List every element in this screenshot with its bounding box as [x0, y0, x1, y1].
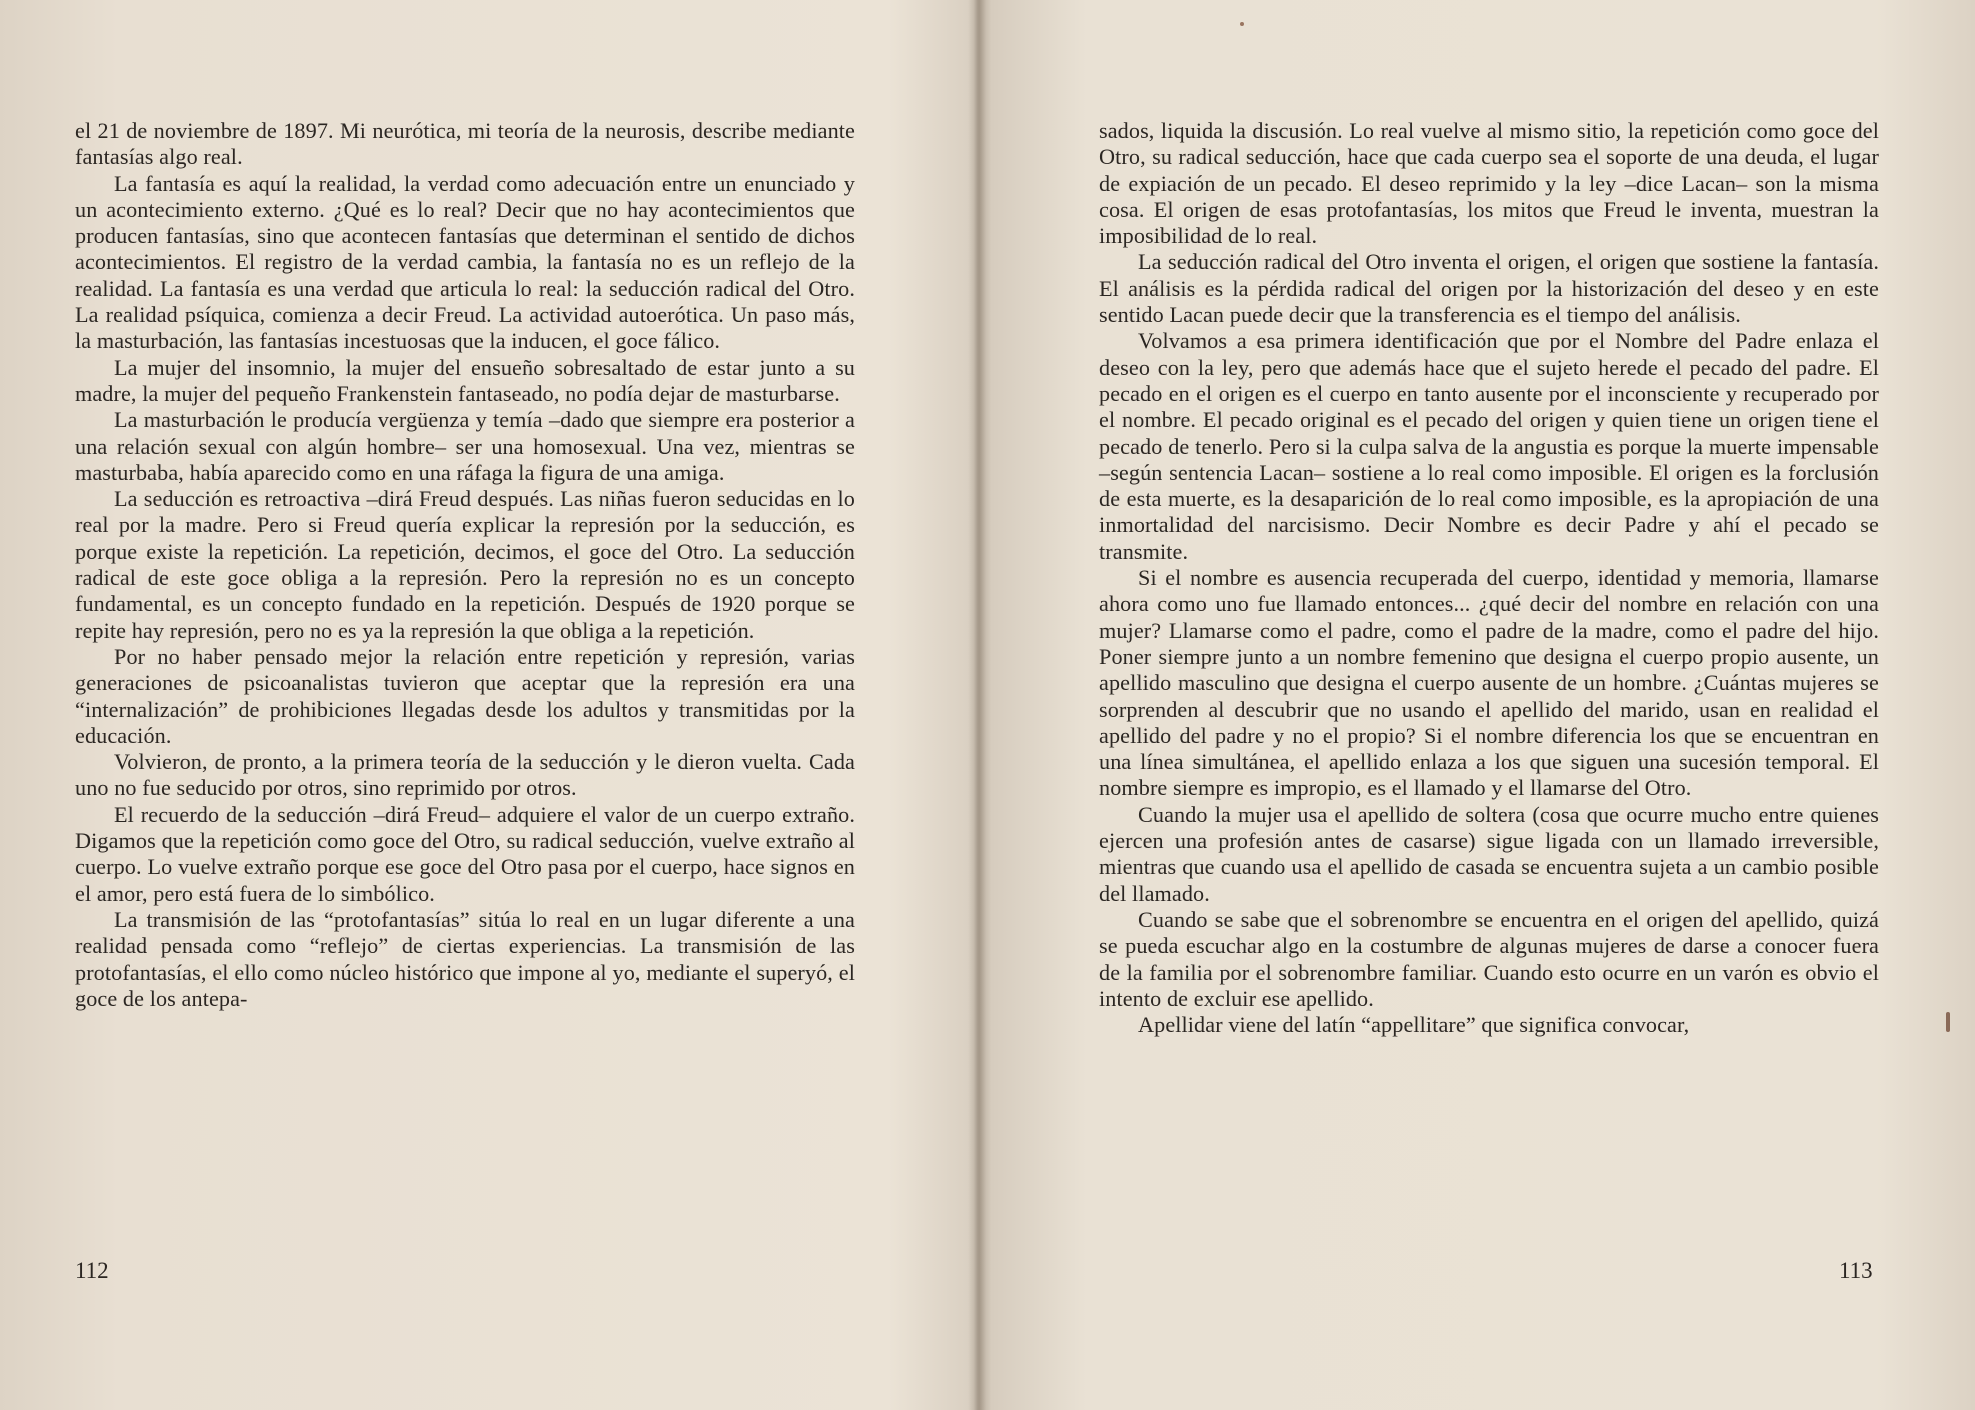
- paragraph: Cuando la mujer usa el apellido de soltera (cosa que ocurre mucho entre quienes ejercen una profesión antes de casarse) sigue ligada con un llamado irreversible, mientras que cuando usa el apellido de casada se encuentra sujeta a un cambio posible del llamado.: [1099, 801, 1879, 906]
- page-number-left: 112: [75, 1258, 109, 1283]
- paper-speck: [1946, 1012, 1950, 1032]
- paragraph: La mujer del insomnio, la mujer del ensueño sobresaltado de estar junto a su madre, la mujer del pequeño Frankenstein fantaseado, no podía dejar de masturbarse.: [75, 354, 855, 406]
- paragraph: Apellidar viene del latín “appellitare” que significa convocar,: [1138, 1012, 1690, 1038]
- paragraph: La seducción es retroactiva –dirá Freud después. Las niñas fueron seducidas en lo real por la madre. Pero si Freud quería explicar la represión por la seducción, es porque existe la repetición. La repetición, decimos, el goce del Otro. La seducción radical de este goce obliga a la represión. Pero la represión no es un concepto fundamental, es un concepto fundado en la repetición. Después de 1920 porque se repite hay represión, pero no es ya la represión la que obliga a la repetición.: [75, 486, 855, 643]
- paragraph: sados, liquida la discusión. Lo real vuelve al mismo sitio, la repetición como goce del Otro, su radical seducción, hace que cada cuerpo sea el soporte de una deuda, el lugar de expiación de un pecado. El deseo reprimido y la ley –dice Lacan– son la misma cosa. El origen de esas protofantasías, los mitos que Freud le inventa, muestran la imposibilidad de lo real.: [1099, 118, 1879, 249]
- paragraph: Volvamos a esa primera identificación que por el Nombre del Padre enlaza el deseo con la ley, pero que además hace que el sujeto herede el pecado del padre. El pecado en el origen es el cuerpo en tanto ausente por el inconsciente y recuperado por el nombre. El pecado original es el pecado del origen y quien tiene un origen tiene el pecado de tenerlo. Pero si la culpa salva de la angustia es porque la muerte impensable –según sentencia Lacan– sostiene a lo real como imposible. El origen es la forclusión de esta muerte, es la desaparición de lo real como imposible, es la apropiación de una inmortalidad del narcisismo. Decir Nombre es decir Padre y ahí el pecado se transmite.: [1099, 328, 1879, 564]
- paragraph: Por no haber pensado mejor la relación entre repetición y represión, varias generaciones de psicoanalistas tuvieron que aceptar que la represión era una “internalización” de prohibiciones llegadas desde los adultos y transmitidas por la educación.: [75, 643, 855, 748]
- page-number-right: 113: [1839, 1258, 1873, 1283]
- paragraph: Cuando se sabe que el sobrenombre se encuentra en el origen del apellido, quizá se pueda escuchar algo en la costumbre de algunas mujeres de darse a conocer fuera de la familia por el sobrenombre familiar. Cuando esto ocurre en un varón es obvio el intento de excluir ese apellido.: [1099, 906, 1879, 1011]
- paragraph: el 21 de noviembre de 1897. Mi neurótica, mi teoría de la neurosis, describe mediante fantasías algo real.: [75, 118, 855, 170]
- paper-speck: [1240, 22, 1244, 26]
- paragraph: La seducción radical del Otro inventa el origen, el origen que sostiene la fantasía. El análisis es la pérdida radical del origen por la historización del deseo y en este sentido Lacan puede decir que la transferencia es el tiempo del análisis.: [1099, 249, 1879, 328]
- paragraph: Volvieron, de pronto, a la primera teoría de la seducción y le dieron vuelta. Cada uno no fue seducido por otros, sino reprimido por otros.: [75, 749, 855, 801]
- left-page-text: [75, 118, 855, 1012]
- paragraph: Si el nombre es ausencia recuperada del cuerpo, identidad y memoria, llamarse ahora como uno fue llamado entonces... ¿qué decir del nombre en relación con una mujer? Llamarse como el padre, como el padre de la madre, como el padre del hijo. Poner siempre junto a un nombre femenino que designa el cuerpo propio ausente, un apellido masculino que designa el cuerpo ausente de un hombre. ¿Cuántas mujeres se sorprenden al descubrir que no usando el apellido del marido, usan en realidad el apellido del padre y no el propio? Si el nombre diferencia los que se encuentran en una línea simultánea, el apellido enlaza a los que siguen una sucesión temporal. El nombre siempre es impropio, es el llamado y el llamarse del Otro.: [1099, 565, 1879, 801]
- paragraph: El recuerdo de la seducción –dirá Freud– adquiere el valor de un cuerpo extraño. Digamos que la repetición como goce del Otro, su radical seducción, vuelve extraño al cuerpo. Lo vuelve extraño porque ese goce del Otro pasa por el cuerpo, hace signos en el amor, pero está fuera de lo simbólico.: [75, 801, 855, 906]
- paragraph: La fantasía es aquí la realidad, la verdad como adecuación entre un enunciado y un acontecimiento externo. ¿Qué es lo real? Decir que no hay acontecimientos que producen fantasías, sino que acontecen fantasías que determinan el sentido de dichos acontecimientos. El registro de la verdad cambia, la fantasía no es un reflejo de la realidad. La fantasía es una verdad que articula lo real: la seducción radical del Otro. La realidad psíquica, comienza a decir Freud. La actividad autoerótica. Un paso más, la masturbación, las fantasías incestuosas que la inducen, el goce fálico.: [75, 170, 855, 354]
- book-gutter: [968, 0, 986, 1410]
- right-page-text: [1099, 118, 1879, 1038]
- paragraph: La masturbación le producía vergüenza y temía –dado que siempre era posterior a una relación sexual con algún hombre– ser una homosexual. Una vez, mientras se masturbaba, había aparecido como en una ráfaga la figura de una amiga.: [75, 407, 855, 485]
- paragraph: La transmisión de las “protofantasías” sitúa lo real en un lugar diferente a una realidad pensada como “reflejo” de ciertas experiencias. La transmisión de las protofantasías, el ello como núcleo histórico que impone al yo, mediante el superyó, el goce de los antepa-: [75, 906, 855, 1011]
